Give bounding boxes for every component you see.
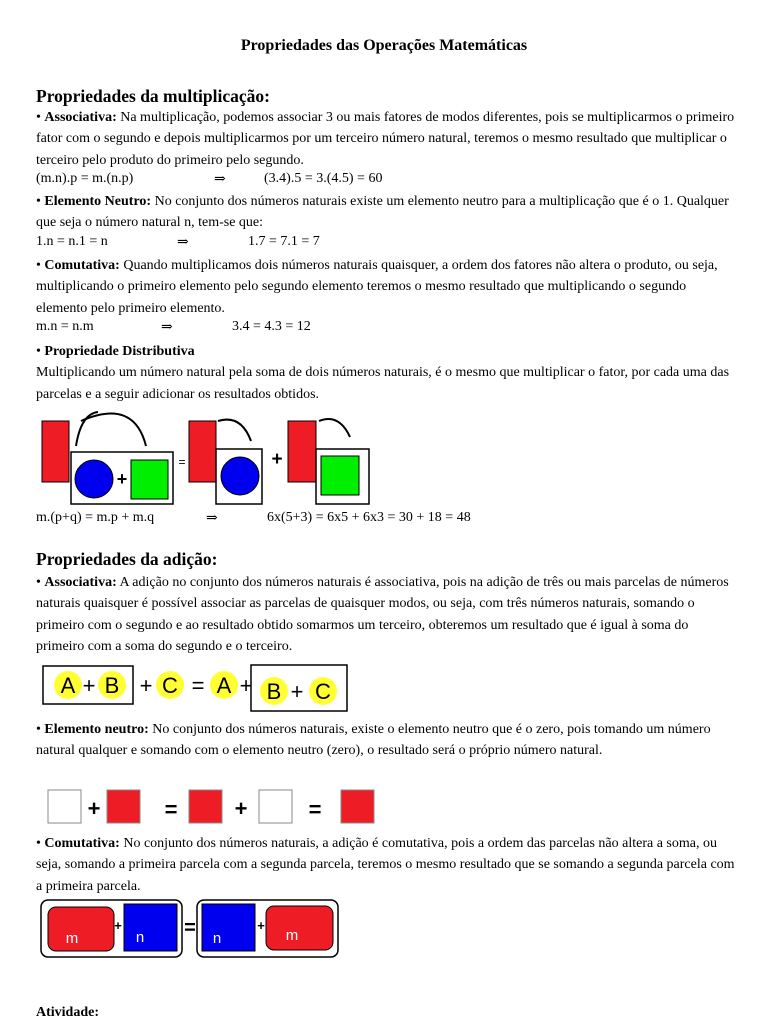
- implies-arrow: ⇒: [177, 235, 189, 250]
- letter-b: B: [266, 679, 282, 704]
- mult-distributive-example: 6x(5+3) = 6x5 + 6x3 = 30 + 18 = 48: [267, 510, 471, 525]
- mult-associative-text: Na multiplicação, podemos associar 3 ou mais fatores de modos diferentes, pois se multiplicarmos o primeiro fator com o segundo e depois multiplicarmos por um terceiro número natural, teremos o mesmo resultado que multiplicar o terceiro pelo produto do primeiro pelo segundo.: [36, 110, 735, 168]
- bullet: •: [36, 836, 41, 851]
- blue-block-n: [124, 904, 177, 951]
- implies-arrow: ⇒: [214, 172, 226, 187]
- letter-a: A: [216, 673, 232, 698]
- plus-sign: +: [82, 673, 96, 698]
- plus-sign: +: [87, 796, 101, 821]
- plus-sign: +: [257, 918, 265, 933]
- blue-circle: [75, 460, 113, 498]
- red-bar: [288, 421, 316, 482]
- commutative-addition-figure: [40, 898, 372, 960]
- label-n: n: [212, 930, 222, 947]
- bullet: •: [36, 194, 41, 209]
- bullet: •: [36, 344, 41, 359]
- empty-square: [259, 790, 292, 823]
- mult-commutative-text: Quando multiplicamos dois números naturais quaisquer, a ordem dos fatores não altera o produto, ou seja, multiplicando o primeiro elemento pelo segundo elemento teremos o mesmo resultado que multiplicando o segundo elemento pelo primeiro elemento.: [36, 258, 718, 316]
- bullet: •: [36, 110, 41, 125]
- mult-associative-formula: (m.n).p = m.(n.p): [36, 171, 134, 186]
- add-neutral-text: No conjunto dos números naturais, existe o elemento neutro que é o zero, pois tomando um número natural qualquer e somando com o elemento neutro (zero), o resultado será o próprio número natural.: [36, 722, 711, 759]
- red-bar: [189, 421, 216, 482]
- plus-sign: +: [116, 469, 128, 489]
- mult-commutative-formula: m.n = n.m: [36, 319, 94, 334]
- add-neutral-paragraph: [36, 719, 736, 762]
- blue-circle: [221, 457, 259, 495]
- plus-sign: +: [139, 673, 153, 698]
- letter-c: C: [315, 679, 331, 704]
- green-square: [131, 460, 168, 499]
- add-associative-paragraph: [36, 572, 736, 658]
- green-square: [321, 456, 359, 495]
- empty-square: [48, 790, 81, 823]
- plus-sign: +: [114, 918, 122, 933]
- equals-sign: =: [308, 797, 322, 822]
- plus-sign: +: [239, 673, 253, 698]
- activity-label: Atividade:: [36, 1005, 99, 1020]
- mult-neutral-formula: 1.n = n.1 = n: [36, 234, 108, 249]
- red-square: [341, 790, 374, 823]
- label-m: m: [285, 927, 299, 944]
- add-associative-label: Associativa:: [44, 575, 117, 590]
- mult-neutral-text: No conjunto dos números naturais existe um elemento neutro para a multiplicação que é o 1. Qualquer que seja o número natural n, tem-se que:: [36, 194, 729, 231]
- mult-commutative-paragraph: [36, 255, 736, 319]
- page-title: Propriedades das Operações Matemáticas: [240, 37, 528, 54]
- mult-neutral-paragraph: [36, 191, 736, 234]
- label-n: n: [135, 929, 145, 946]
- mult-distributive-paragraph: [36, 341, 736, 405]
- add-associative-text: A adição no conjunto dos números naturais é associativa, pois na adição de três ou mais parcelas de números naturais quaisquer é possível associar as parcelas de quaisquer modos, ou seja, com três números naturais, somando o primeiro com o segundo e ao resultado obtido somarmos um terceiro, obteremos um resultado que é igual à soma do primeiro com a soma do segundo e o terceiro.: [36, 575, 729, 655]
- letter-b: B: [104, 673, 120, 698]
- letter-c: C: [162, 673, 178, 698]
- implies-arrow: ⇒: [161, 320, 173, 335]
- mult-distributive-formula: m.(p+q) = m.p + m.q: [36, 510, 155, 525]
- add-commutative-paragraph: [36, 833, 736, 897]
- plus-sign: +: [234, 796, 248, 821]
- equals-sign: =: [178, 455, 186, 469]
- add-neutral-label: Elemento neutro:: [44, 722, 149, 737]
- associative-addition-figure: [42, 662, 352, 714]
- implies-arrow: ⇒: [206, 511, 218, 526]
- plus-sign: +: [271, 449, 283, 470]
- mult-associative-label: Associativa:: [44, 110, 117, 125]
- red-block-m: [48, 907, 114, 951]
- add-commutative-text: No conjunto dos números naturais, a adição é comutativa, pois a ordem das parcelas não altera a soma, ou seja, somando a primeira parcela com a segunda parcela, teremos o mesmo resultado que se somando a segunda parcela com a primeira parcela.: [36, 836, 735, 894]
- add-commutative-label: Comutativa:: [44, 836, 120, 851]
- mult-neutral-label: Elemento Neutro:: [44, 194, 152, 209]
- bullet: •: [36, 258, 41, 273]
- distributive-figure: [36, 404, 370, 509]
- mult-commutative-example: 3.4 = 4.3 = 12: [232, 319, 311, 334]
- mult-commutative-label: Comutativa:: [44, 258, 120, 273]
- red-bar: [42, 421, 69, 482]
- neutral-addition-figure: [46, 788, 378, 826]
- equals-sign: =: [184, 917, 196, 939]
- addition-heading: Propriedades da adição:: [36, 549, 218, 569]
- mult-distributive-label: Propriedade Distributiva: [44, 344, 195, 359]
- mult-neutral-example: 1.7 = 7.1 = 7: [248, 234, 320, 249]
- red-square: [107, 790, 140, 823]
- multiplication-heading: Propriedades da multiplicação:: [36, 86, 270, 106]
- red-square: [189, 790, 222, 823]
- red-block-m: [266, 906, 333, 950]
- label-m: m: [65, 930, 79, 947]
- mult-associative-paragraph: [36, 107, 736, 171]
- equals-sign: =: [191, 673, 205, 698]
- bullet: •: [36, 575, 41, 590]
- mult-distributive-text: Multiplicando um número natural pela soma de dois números naturais, é o mesmo que multiplicar o fator, por cada uma das parcelas e a seguir adicionar os resultados obtidos.: [36, 365, 730, 402]
- equals-sign: =: [164, 797, 178, 822]
- letter-a: A: [60, 673, 76, 698]
- bullet: •: [36, 722, 41, 737]
- mult-associative-example: (3.4).5 = 3.(4.5) = 60: [264, 171, 383, 186]
- plus-sign: +: [290, 679, 304, 704]
- blue-block-n: [202, 904, 255, 951]
